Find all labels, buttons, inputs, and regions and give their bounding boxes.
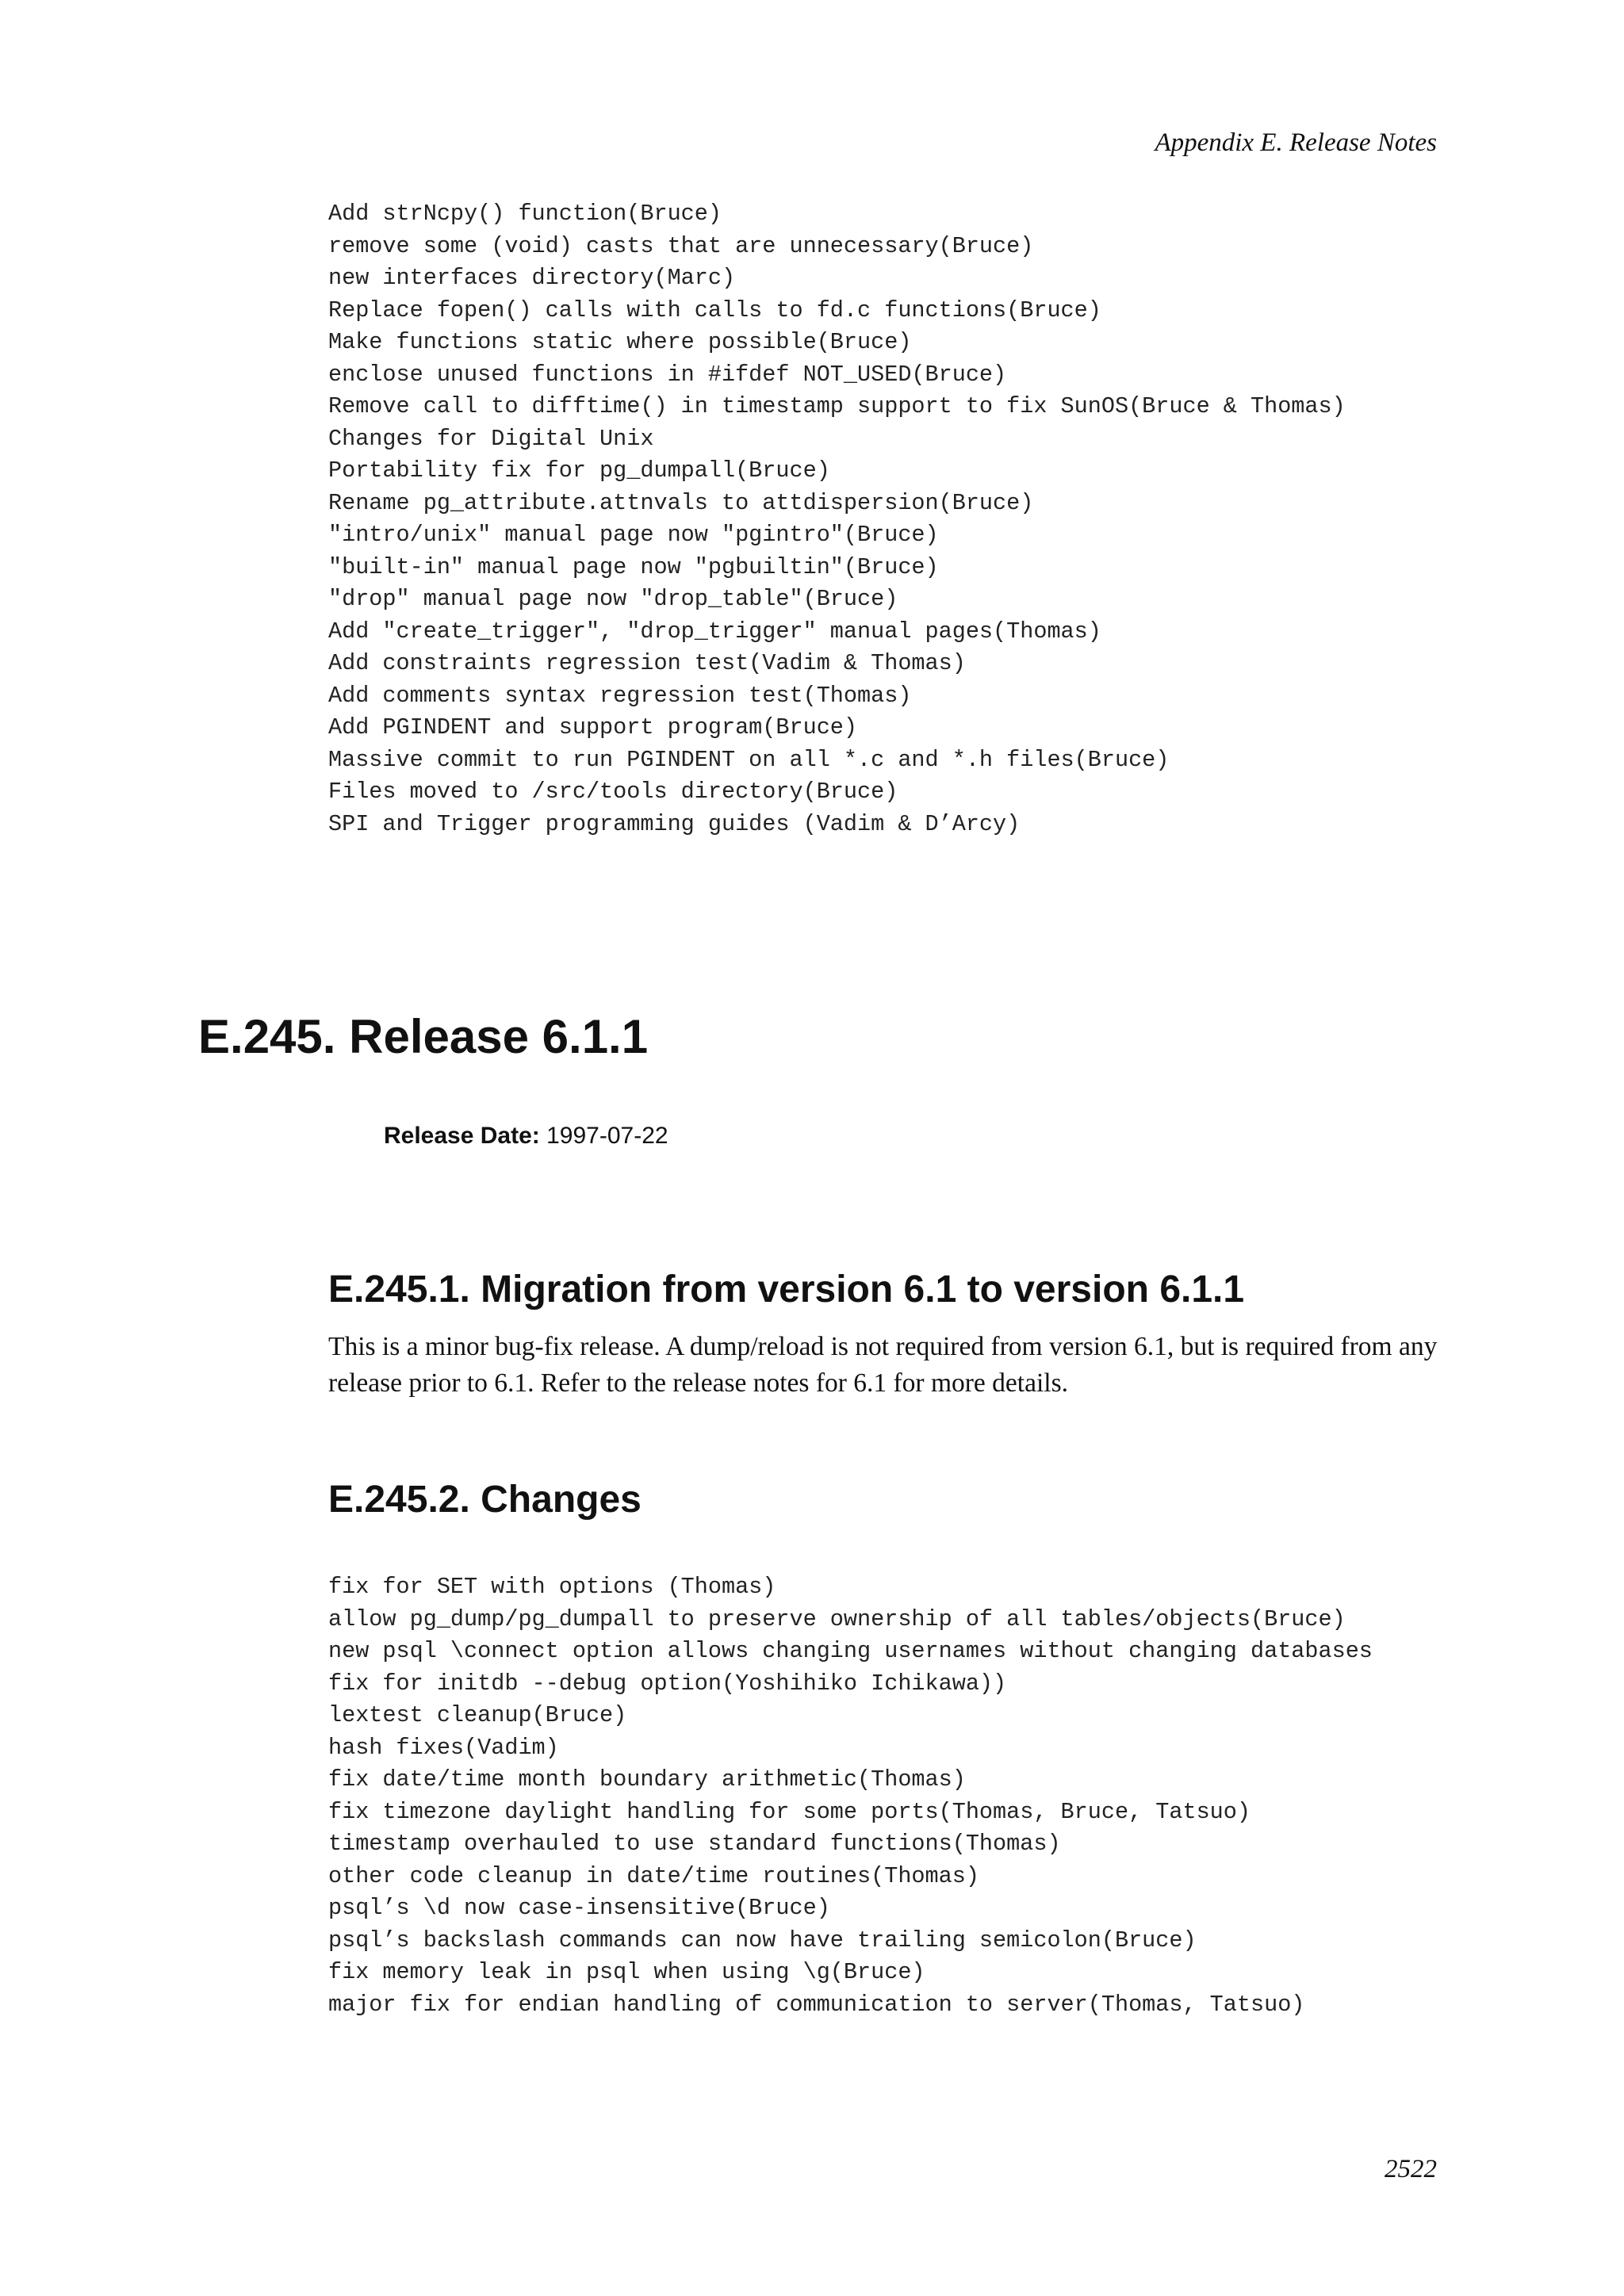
code-line: SPI and Trigger programming guides (Vadim & D’Arcy) xyxy=(328,810,1021,837)
code-line: "built-in" manual page now "pgbuiltin"(Bruce) xyxy=(328,553,939,580)
code-line: new psql \connect option allows changing usernames without changing databases xyxy=(328,1638,1373,1664)
code-line: enclose unused functions in #ifdef NOT_USED(Bruce) xyxy=(328,361,1007,388)
code-line: fix timezone daylight handling for some ports(Thomas, Bruce, Tatsuo) xyxy=(328,1798,1251,1825)
code-line: other code cleanup in date/time routines(Thomas) xyxy=(328,1862,979,1889)
section-title: E.245. Release 6.1.1 xyxy=(198,1010,649,1063)
code-line: Massive commit to run PGINDENT on all *.c and *.h files(Bruce) xyxy=(328,746,1170,773)
code-line: fix date/time month boundary arithmetic(Thomas) xyxy=(328,1766,966,1793)
code-line: Make functions static where possible(Bruce) xyxy=(328,329,912,355)
code-line: allow pg_dump/pg_dumpall to preserve ownership of all tables/objects(Bruce) xyxy=(328,1605,1346,1632)
code-line: new interfaces directory(Marc) xyxy=(328,265,736,291)
changes-title: E.245.2. Changes xyxy=(328,1479,642,1521)
code-line: Add "create_trigger", "drop_trigger" manual pages(Thomas) xyxy=(328,618,1101,645)
page-number: 2522 xyxy=(1385,2155,1437,2183)
release-date xyxy=(384,1121,668,1151)
release-date-value: 1997-07-22 xyxy=(546,1123,668,1149)
migration-paragraph: This is a minor bug-fix release. A dump/reload is not required from version 6.1, but is required from any release prior to 6.1. Refer to the release notes for 6.1 for more details. xyxy=(328,1332,1438,1398)
code-line: psql’s \d now case-insensitive(Bruce) xyxy=(328,1895,830,1921)
code-line: Remove call to difftime() in timestamp support to fix SunOS(Bruce & Thomas) xyxy=(328,393,1346,419)
code-line: hash fixes(Vadim) xyxy=(328,1734,559,1761)
code-line: lextest cleanup(Bruce) xyxy=(328,1702,627,1728)
migration-title: E.245.1. Migration from version 6.1 to version 6.1.1 xyxy=(328,1269,1245,1311)
release-date-label: Release Date: xyxy=(384,1123,540,1149)
code-line: fix for SET with options (Thomas) xyxy=(328,1574,776,1600)
code-line: psql’s backslash commands can now have trailing semicolon(Bruce) xyxy=(328,1927,1197,1954)
code-line: fix memory leak in psql when using \g(Bruce) xyxy=(328,1959,925,1985)
code-line: Add constraints regression test(Vadim & Thomas) xyxy=(328,650,966,676)
code-line: Changes for Digital Unix xyxy=(328,425,654,452)
code-block-changes xyxy=(328,1571,1373,2021)
code-line: Add comments syntax regression test(Thomas) xyxy=(328,682,912,709)
code-line: fix for initdb --debug option(Yoshihiko Ichikawa)) xyxy=(328,1670,1007,1697)
code-block-previous-changes xyxy=(328,198,1346,840)
code-line: Replace fopen() calls with calls to fd.c functions(Bruce) xyxy=(328,297,1101,323)
running-header: Appendix E. Release Notes xyxy=(1155,128,1437,157)
code-line: Files moved to /src/tools directory(Bruce) xyxy=(328,779,898,805)
code-line: Add PGINDENT and support program(Bruce) xyxy=(328,714,858,740)
code-line: "intro/unix" manual page now "pgintro"(Bruce) xyxy=(328,522,939,548)
code-line: "drop" manual page now "drop_table"(Bruce) xyxy=(328,586,898,612)
code-line: Portability fix for pg_dumpall(Bruce) xyxy=(328,457,830,484)
code-line: timestamp overhauled to use standard functions(Thomas) xyxy=(328,1831,1061,1857)
code-line: major fix for endian handling of communication to server(Thomas, Tatsuo) xyxy=(328,1991,1305,2018)
code-line: Add strNcpy() function(Bruce) xyxy=(328,201,722,227)
code-line: remove some (void) casts that are unnecessary(Bruce) xyxy=(328,232,1034,259)
code-line: Rename pg_attribute.attnvals to attdispersion(Bruce) xyxy=(328,489,1034,516)
